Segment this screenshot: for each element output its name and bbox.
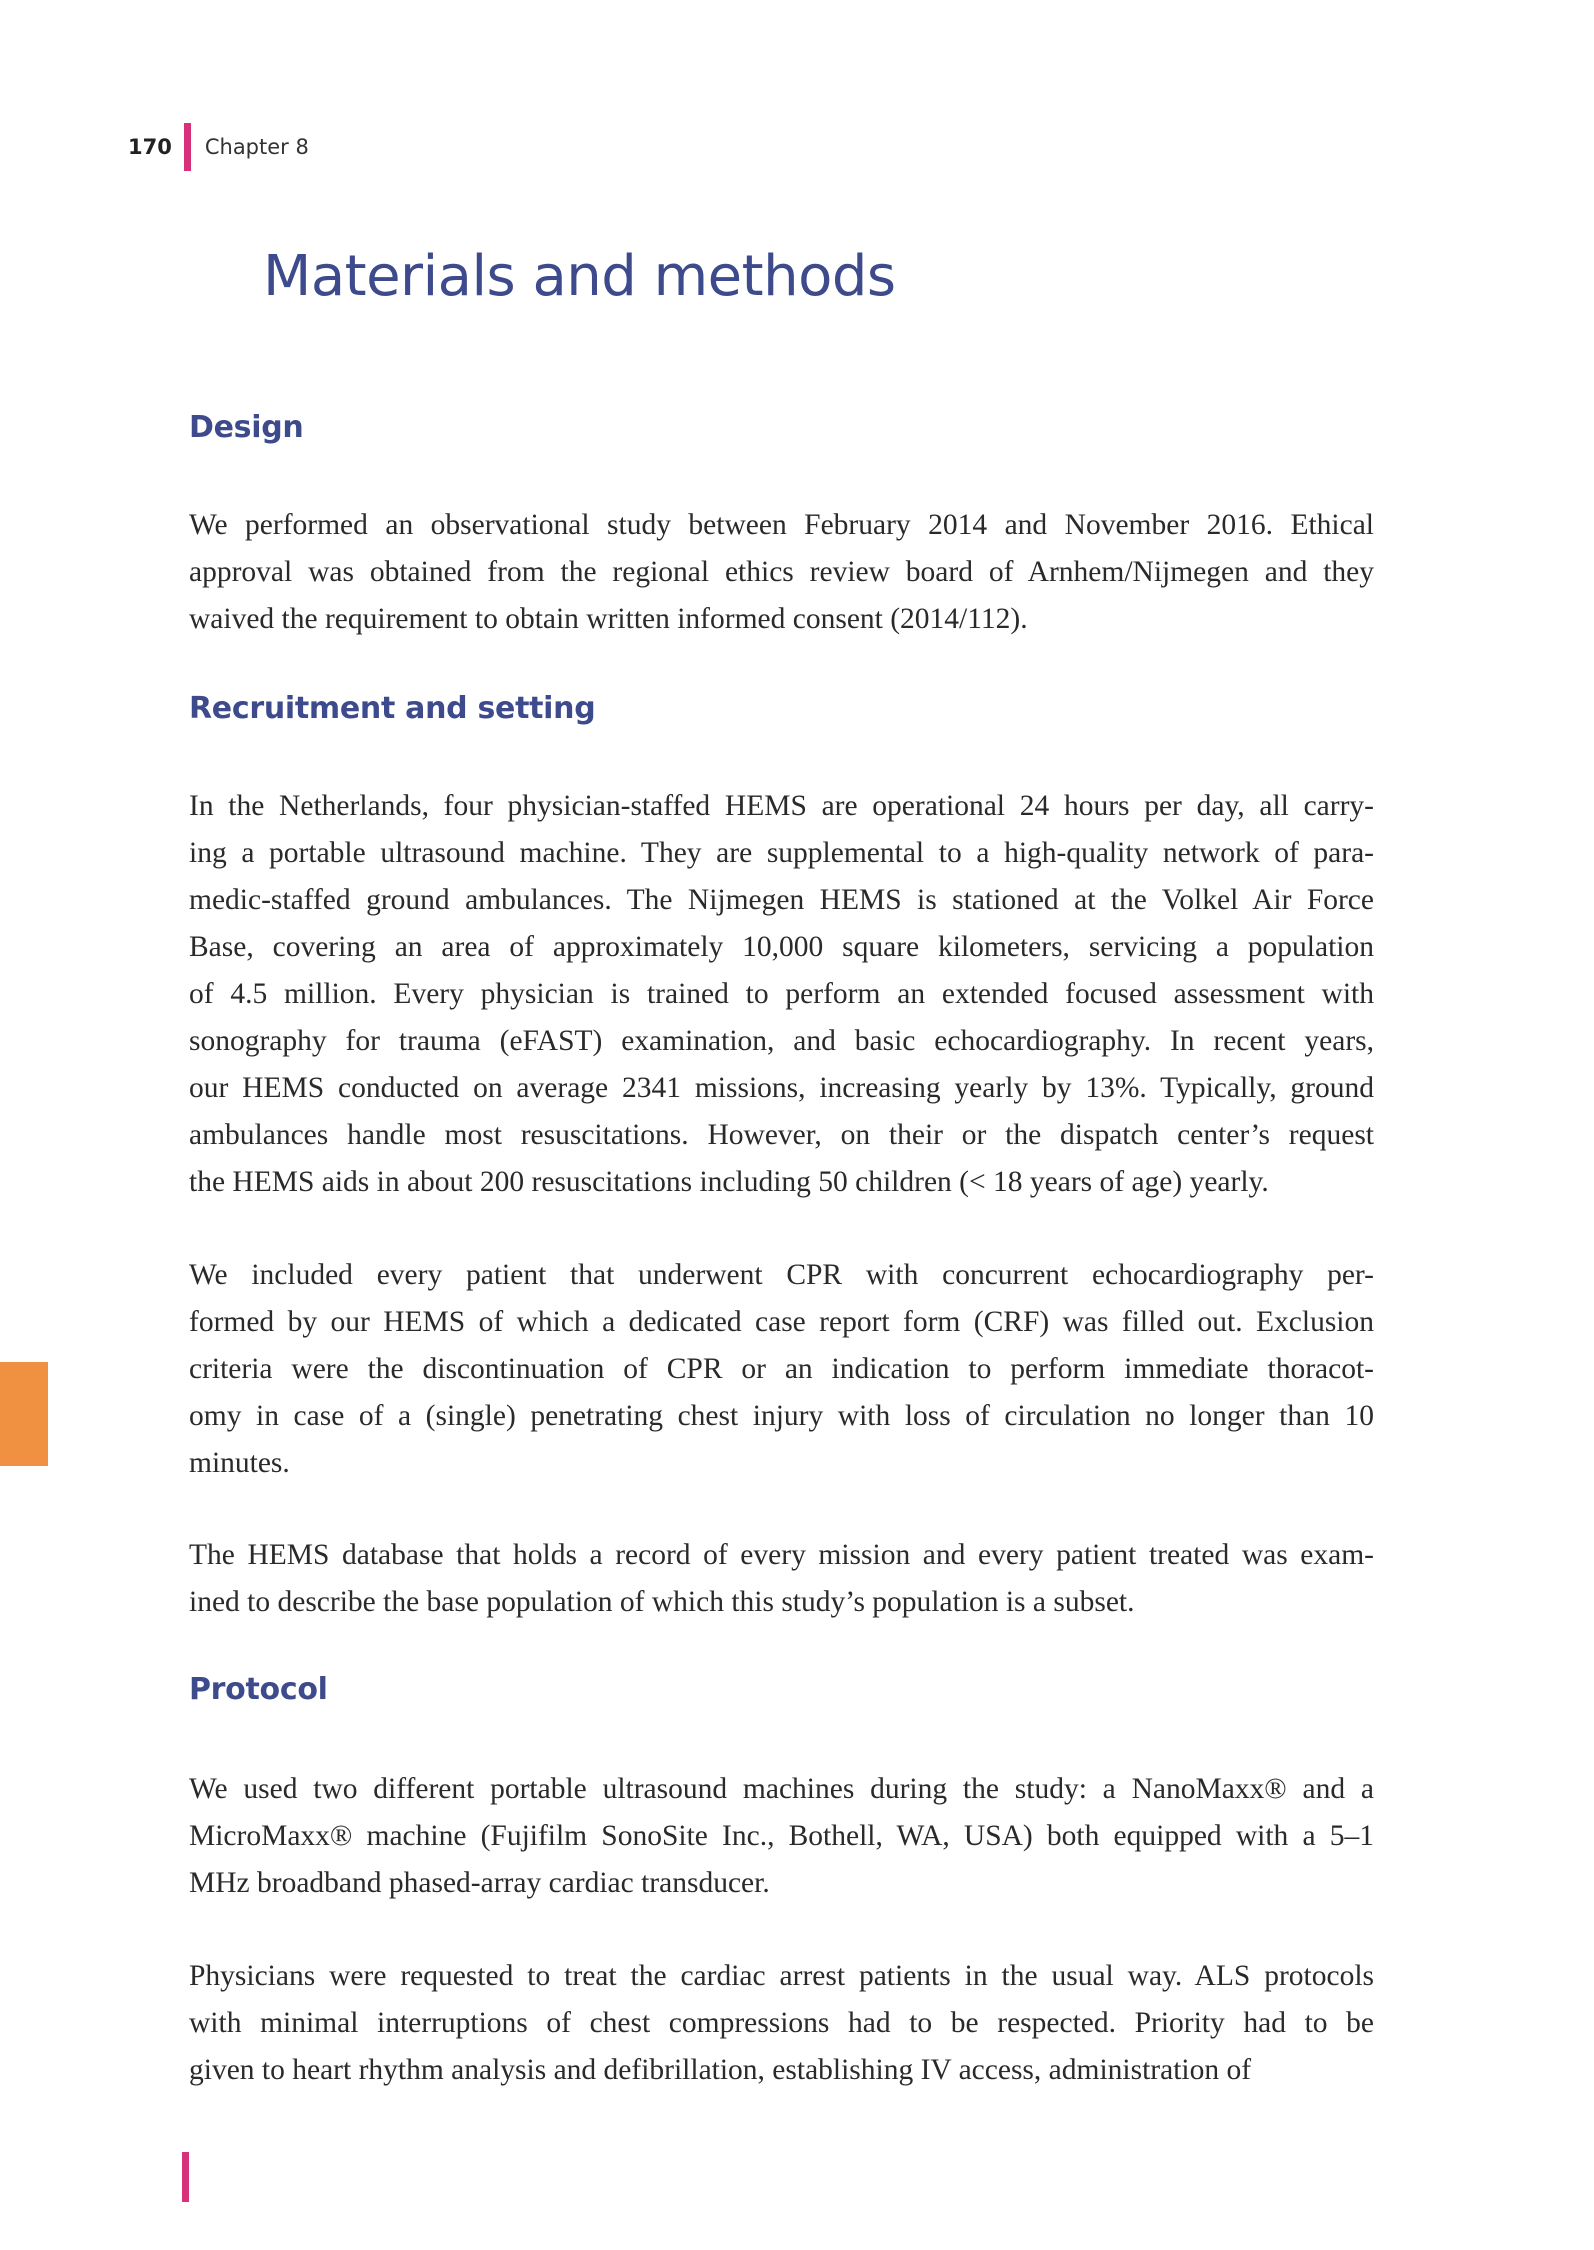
text-line: Physicians were requested to treat the cardiac arrest patients in the usual way. ALS protocols	[189, 1960, 1374, 1992]
page-title: Materials and methods	[263, 244, 896, 309]
text-line: approval was obtained from the regional ethics review board of Arnhem/Nijmegen and they	[189, 556, 1374, 588]
paragraph	[189, 1532, 1374, 1626]
chapter-label: Chapter 8	[204, 135, 309, 159]
text-line: Base, covering an area of approximately 10,000 square kilometers, servicing a population	[189, 931, 1374, 963]
text-line: sonography for trauma (eFAST) examination, and basic echocardiography. In recent years,	[189, 1025, 1374, 1057]
section-heading-recruitment: Recruitment and setting	[189, 691, 596, 726]
text-line: medic-staffed ground ambulances. The Nijmegen HEMS is stationed at the Volkel Air Force	[189, 884, 1374, 916]
paragraph	[189, 1953, 1374, 2094]
running-header	[128, 124, 309, 170]
text-line: ined to describe the base population of which this study’s population is a subset.	[189, 1586, 1135, 1618]
header-accent-bar	[184, 123, 191, 171]
text-line: given to heart rhythm analysis and defibrillation, establishing IV access, administration of	[189, 2054, 1252, 2086]
text-line: We used two different portable ultrasound machines during the study: a NanoMaxx® and a	[189, 1773, 1374, 1805]
section-heading-protocol: Protocol	[189, 1672, 328, 1707]
text-line: MHz broadband phased-array cardiac transducer.	[189, 1867, 770, 1899]
text-line: the HEMS aids in about 200 resuscitations including 50 children (< 18 years of age) yearly.	[189, 1166, 1269, 1198]
paragraph	[189, 1766, 1374, 1907]
text-line: minutes.	[189, 1447, 290, 1479]
text-line: our HEMS conducted on average 2341 missions, increasing yearly by 13%. Typically, ground	[189, 1072, 1374, 1104]
text-line: with minimal interruptions of chest compressions had to be respected. Priority had to be	[189, 2007, 1374, 2039]
text-line: omy in case of a (single) penetrating chest injury with loss of circulation no longer than 10	[189, 1400, 1374, 1432]
text-line: MicroMaxx® machine (Fujifilm SonoSite Inc., Bothell, WA, USA) both equipped with a 5–1	[189, 1820, 1374, 1852]
section-heading-design: Design	[189, 410, 304, 445]
text-line: We performed an observational study between February 2014 and November 2016. Ethical	[189, 509, 1374, 541]
text-line: waived the requirement to obtain written informed consent (2014/112).	[189, 603, 1028, 635]
text-line: We included every patient that underwent CPR with concurrent echocardiography per-	[189, 1259, 1374, 1291]
text-line: ambulances handle most resuscitations. However, on their or the dispatch center’s request	[189, 1119, 1374, 1151]
paragraph	[189, 1252, 1374, 1487]
text-line: ing a portable ultrasound machine. They are supplemental to a high-quality network of para-	[189, 837, 1374, 869]
footer-accent-bar	[182, 2152, 189, 2202]
page-number: 170	[128, 135, 172, 159]
text-line: The HEMS database that holds a record of every mission and every patient treated was exam-	[189, 1539, 1374, 1571]
text-line: formed by our HEMS of which a dedicated case report form (CRF) was filled out. Exclusion	[189, 1306, 1374, 1338]
text-line: of 4.5 million. Every physician is trained to perform an extended focused assessment with	[189, 978, 1374, 1010]
text-line: In the Netherlands, four physician-staffed HEMS are operational 24 hours per day, all carry-	[189, 790, 1374, 822]
text-line: criteria were the discontinuation of CPR or an indication to perform immediate thoracot-	[189, 1353, 1374, 1385]
chapter-thumb-tab	[0, 1362, 48, 1466]
paragraph	[189, 783, 1374, 1206]
paragraph	[189, 502, 1374, 643]
